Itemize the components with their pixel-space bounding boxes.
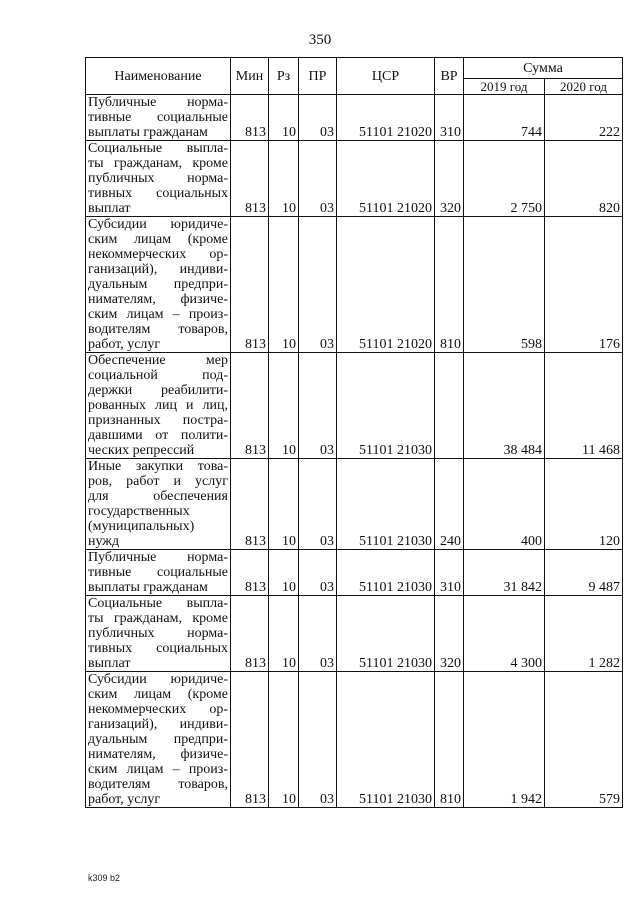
row-name-line: рованных лиц и лиц, (88, 398, 228, 413)
row-name (86, 550, 231, 596)
row-name (86, 217, 231, 353)
row-rz: 10 (269, 550, 299, 596)
row-name-line: некоммерческих ор- (88, 247, 228, 262)
row-name-line: публичных норма- (88, 626, 228, 641)
row-name-line: ским лицам – произ- (88, 762, 228, 777)
row-name-line: выплат (88, 656, 131, 671)
row-name-line: нимателям, физиче- (88, 292, 228, 307)
row-name-line: ским лицам (кроме (88, 232, 228, 247)
row-name-line: дуальным предпри- (88, 732, 228, 747)
row-min: 813 (231, 672, 269, 808)
row-name-line: Публичные норма- (88, 550, 228, 565)
row-sum-2019: 400 (464, 459, 545, 550)
table-row (86, 550, 623, 596)
row-name-line: Обеспечение мер (88, 353, 228, 368)
row-sum-2019: 38 484 (464, 353, 545, 459)
row-min: 813 (231, 217, 269, 353)
row-name (86, 672, 231, 808)
row-vr: 320 (435, 596, 464, 672)
table-row (86, 596, 623, 672)
header-year-2020: 2020 год (545, 79, 623, 95)
row-rz: 10 (269, 95, 299, 141)
row-name-line: тивные социальные (88, 110, 228, 125)
table-row (86, 95, 623, 141)
row-pr: 03 (299, 95, 337, 141)
row-pr: 03 (299, 550, 337, 596)
row-name-line: водителям товаров, (88, 322, 228, 337)
row-name-line: Субсидии юридиче- (88, 672, 228, 687)
row-name-line: давшими от полити- (88, 428, 228, 443)
row-name-line: Субсидии юридиче- (88, 217, 228, 232)
row-name-line: государственных (88, 504, 190, 519)
row-vr: 810 (435, 672, 464, 808)
row-sum-2020: 176 (545, 217, 623, 353)
row-name (86, 596, 231, 672)
row-name-line: ганизаций), индиви- (88, 717, 228, 732)
row-csr: 51101 21030 (337, 596, 435, 672)
row-name-line: ты гражданам, кроме (88, 611, 228, 626)
row-pr: 03 (299, 141, 337, 217)
row-sum-2019: 744 (464, 95, 545, 141)
row-name-line: работ, услуг (88, 792, 161, 807)
row-csr: 51101 21030 (337, 550, 435, 596)
row-name-line: для обеспечения (88, 489, 228, 504)
row-name-line: (муниципальных) (88, 519, 195, 534)
header-pr: ПР (299, 58, 337, 95)
row-csr: 51101 21020 (337, 217, 435, 353)
row-sum-2020: 1 282 (545, 596, 623, 672)
row-name-line: социальной под- (88, 368, 228, 383)
row-sum-2020: 120 (545, 459, 623, 550)
row-sum-2020: 820 (545, 141, 623, 217)
table-row (86, 459, 623, 550)
row-name (86, 95, 231, 141)
row-csr: 51101 21030 (337, 459, 435, 550)
row-name-line: Иные закупки това- (88, 459, 228, 474)
row-sum-2020: 9 487 (545, 550, 623, 596)
row-csr: 51101 21020 (337, 141, 435, 217)
table-body (86, 95, 623, 808)
row-min: 813 (231, 95, 269, 141)
row-rz: 10 (269, 217, 299, 353)
row-vr: 310 (435, 95, 464, 141)
row-name-line: ческих репрессий (88, 443, 195, 458)
row-pr: 03 (299, 459, 337, 550)
row-name-line: нужд (88, 534, 120, 549)
row-sum-2019: 598 (464, 217, 545, 353)
row-name-line: признанных постра- (88, 413, 228, 428)
row-name-line: тивных социальных (88, 641, 228, 656)
row-name-line: ров, работ и услуг (88, 474, 228, 489)
row-name (86, 353, 231, 459)
row-min: 813 (231, 550, 269, 596)
row-sum-2019: 2 750 (464, 141, 545, 217)
table-row (86, 672, 623, 808)
row-vr: 810 (435, 217, 464, 353)
row-sum-2019: 31 842 (464, 550, 545, 596)
row-name-line: ским лицам – произ- (88, 307, 228, 322)
row-name-line: ты гражданам, кроме (88, 156, 228, 171)
row-csr: 51101 21030 (337, 353, 435, 459)
row-csr: 51101 21020 (337, 95, 435, 141)
table-row (86, 141, 623, 217)
row-name (86, 459, 231, 550)
header-min: Мин (231, 58, 269, 95)
row-name-line: публичных норма- (88, 171, 228, 186)
header-name: Наименование (86, 58, 231, 95)
budget-table (85, 57, 623, 808)
row-min: 813 (231, 353, 269, 459)
row-name-line: Публичные норма- (88, 95, 228, 110)
row-min: 813 (231, 141, 269, 217)
row-pr: 03 (299, 353, 337, 459)
row-name-line: Социальные выпла- (88, 596, 228, 611)
row-sum-2020: 11 468 (545, 353, 623, 459)
row-name-line: ским лицам (кроме (88, 687, 228, 702)
row-name-line: тивных социальных (88, 186, 228, 201)
row-name-line: работ, услуг (88, 337, 161, 352)
row-min: 813 (231, 459, 269, 550)
row-name-line: выплаты гражданам (88, 580, 208, 595)
row-vr: 320 (435, 141, 464, 217)
header-rz: Рз (269, 58, 299, 95)
row-min: 813 (231, 596, 269, 672)
row-rz: 10 (269, 459, 299, 550)
row-name-line: тивные социальные (88, 565, 228, 580)
row-name-line: некоммерческих ор- (88, 702, 228, 717)
row-pr: 03 (299, 596, 337, 672)
row-sum-2020: 579 (545, 672, 623, 808)
table-row (86, 217, 623, 353)
row-name-line: водителям товаров, (88, 777, 228, 792)
row-pr: 03 (299, 217, 337, 353)
header-csr: ЦСР (337, 58, 435, 95)
row-sum-2020: 222 (545, 95, 623, 141)
row-rz: 10 (269, 672, 299, 808)
row-name (86, 141, 231, 217)
row-vr (435, 353, 464, 459)
row-csr: 51101 21030 (337, 672, 435, 808)
row-pr: 03 (299, 672, 337, 808)
row-name-line: нимателям, физиче- (88, 747, 228, 762)
header-sum: Сумма (464, 58, 623, 79)
footer-code: k309 b2 (88, 873, 121, 883)
page-number: 350 (308, 32, 332, 48)
row-rz: 10 (269, 141, 299, 217)
row-name-line: ганизаций), индиви- (88, 262, 228, 277)
row-name-line: Социальные выпла- (88, 141, 228, 156)
header-year-2019: 2019 год (464, 79, 545, 95)
table-row (86, 353, 623, 459)
row-rz: 10 (269, 596, 299, 672)
row-name-line: дуальным предпри- (88, 277, 228, 292)
row-name-line: выплаты гражданам (88, 125, 208, 140)
row-vr: 310 (435, 550, 464, 596)
header-vr: ВР (435, 58, 464, 95)
row-vr: 240 (435, 459, 464, 550)
row-rz: 10 (269, 353, 299, 459)
row-name-line: выплат (88, 201, 131, 216)
row-sum-2019: 1 942 (464, 672, 545, 808)
row-sum-2019: 4 300 (464, 596, 545, 672)
row-name-line: держки реабилити- (88, 383, 228, 398)
